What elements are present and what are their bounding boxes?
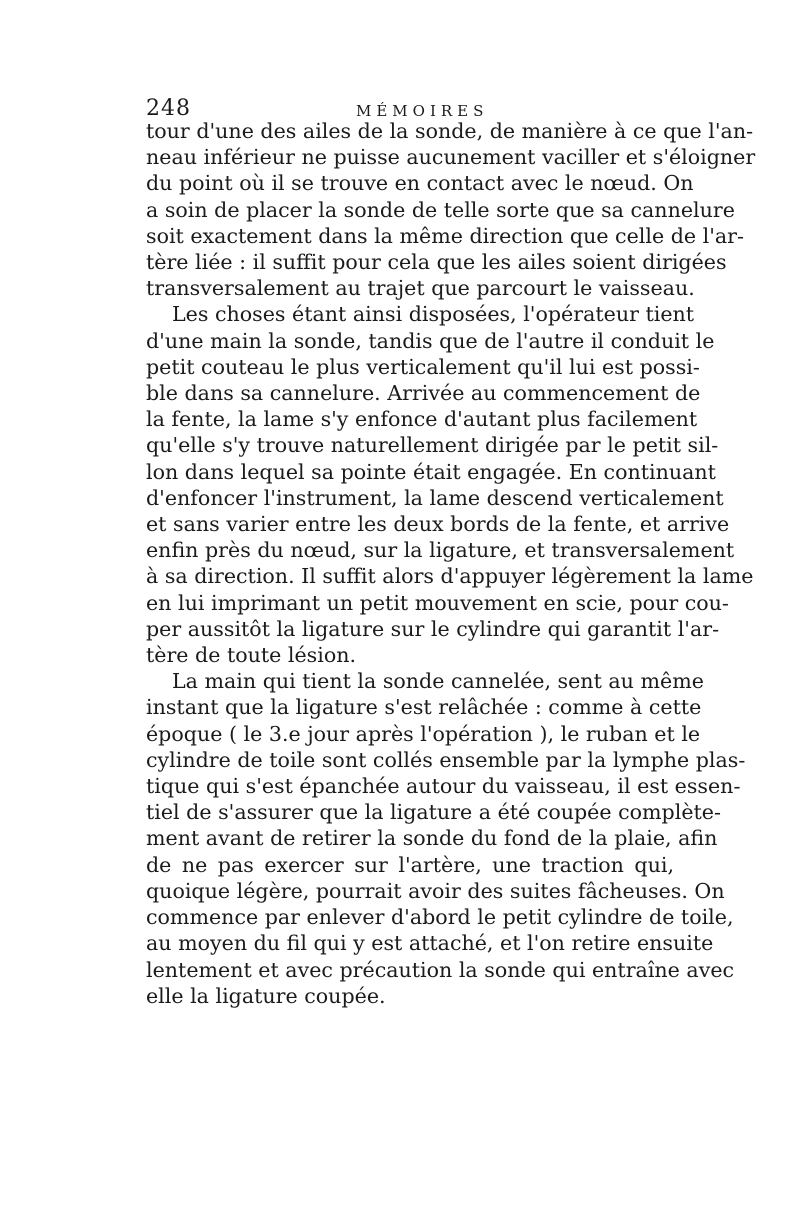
text-line: petit couteau le plus verticalement qu'il lui est possi- [146, 354, 700, 379]
text-line: La main qui tient la sonde cannelée, sent au même [172, 669, 704, 694]
text-line: instant que la ligature s'est relâchée : comme à cette [146, 695, 702, 720]
text-line: tique qui s'est épanchée autour du vaisseau, il est essen- [146, 774, 741, 799]
text-line: a soin de placer la sonde de telle sorte que sa cannelure [146, 197, 735, 222]
text-line: tère de toute lésion. [146, 643, 357, 668]
body-text [146, 118, 756, 1009]
text-line: cylindre de toile sont collés ensemble par la lymphe plas- [146, 747, 746, 772]
text-line: quoique légère, pourrait avoir des suites fâcheuses. On [146, 878, 725, 903]
text-line: époque ( le 3.e jour après l'opération ), le ruban et le [146, 721, 701, 746]
text-line: la fente, la lame s'y enfonce d'autant plus facilement [146, 407, 698, 432]
text-line: lon dans lequel sa pointe était engagée. En continuant [146, 459, 716, 484]
text-line: qu'elle s'y trouve naturellement dirigée par le petit sil- [146, 433, 719, 458]
paragraph [146, 668, 746, 1009]
text-line: neau inférieur ne puisse aucunement vaciller et s'éloigner [146, 145, 756, 170]
text-line: enfin près du nœud, sur la ligature, et transversalement [146, 538, 735, 563]
text-line: d'une main la sonde, tandis que de l'autre il conduit le [146, 328, 715, 353]
text-line: tour d'une des ailes de la sonde, de manière à ce que l'an- [146, 119, 754, 143]
text-line: lentement et avec précaution la sonde qui entraîne avec [146, 957, 735, 982]
page-number: 248 [146, 96, 191, 121]
text-line: tiel de s'assurer que la ligature a été coupée complète- [146, 800, 721, 825]
paragraph [146, 118, 756, 301]
text-line: ment avant de retirer la sonde du fond de la plaie, afin [146, 826, 718, 851]
text-line: elle la ligature coupée. [146, 983, 386, 1008]
running-head: MÉMOIRES [356, 102, 489, 120]
text-line: ble dans sa cannelure. Arrivée au commencement de [146, 381, 701, 406]
text-line: transversalement au trajet que parcourt le vaisseau. [146, 276, 695, 301]
text-line: au moyen du fil qui y est attaché, et l'on retire ensuite [146, 931, 714, 956]
text-line: en lui imprimant un petit mouvement en scie, pour cou- [146, 590, 729, 615]
text-line: per aussitôt la ligature sur le cylindre qui garantit l'ar- [146, 616, 720, 641]
paragraph [146, 301, 754, 668]
text-line: et sans varier entre les deux bords de la fente, et arrive [146, 512, 730, 537]
text-line: de ne pas exercer sur l'artère, une traction qui, [146, 852, 674, 877]
text-line: du point où il se trouve en contact avec le nœud. On [146, 171, 694, 196]
text-line: tère liée : il suffit pour cela que les ailes soient dirigées [146, 250, 727, 275]
text-line: Les choses étant ainsi disposées, l'opérateur tient [172, 302, 695, 327]
text-line: soit exactement dans la même direction que celle de l'ar- [146, 223, 744, 248]
text-line: commence par enlever d'abord le petit cylindre de toile, [146, 905, 734, 930]
text-line: à sa direction. Il suffit alors d'appuyer légèrement la lame [146, 564, 754, 589]
text-line: d'enfoncer l'instrument, la lame descend verticalement [146, 485, 724, 510]
